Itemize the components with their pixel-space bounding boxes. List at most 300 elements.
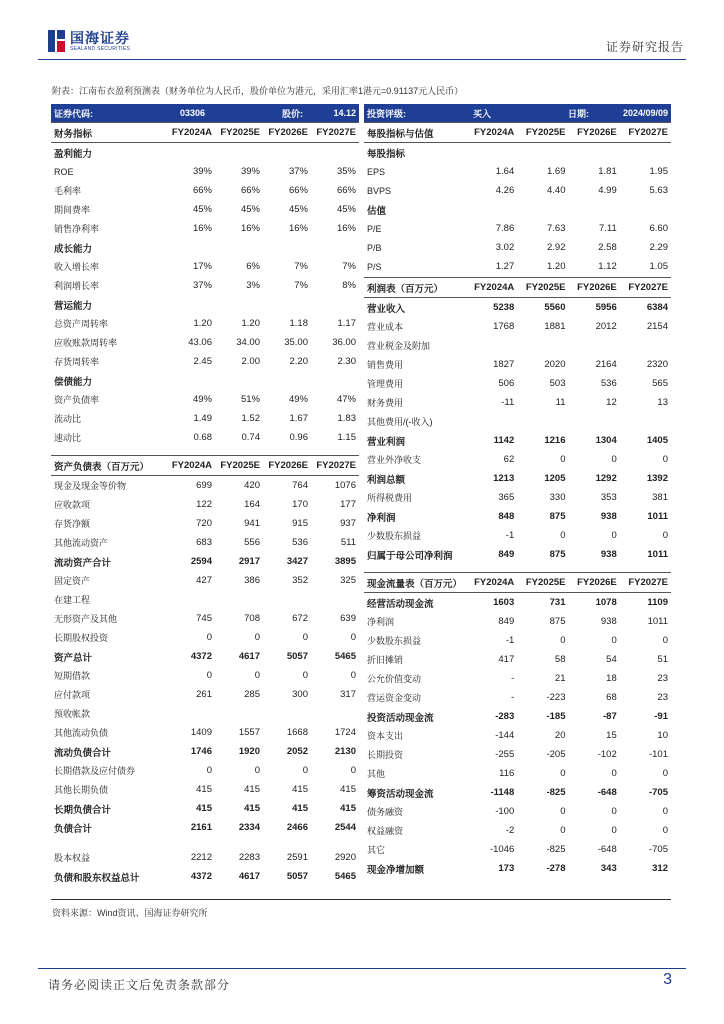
row-label: 筹资活动现金流 <box>367 788 434 800</box>
cell-value <box>311 238 359 257</box>
row-label: 期间费率 <box>54 205 91 215</box>
row-label: 毛利率 <box>54 186 82 196</box>
cell-value: 0 <box>611 768 617 779</box>
section-row <box>51 143 359 163</box>
row-label: 总资产周转率 <box>54 319 109 329</box>
cell-value: 938 <box>600 511 617 522</box>
cell-value <box>263 238 311 257</box>
cell-value: 0 <box>662 768 668 779</box>
cell-value <box>311 590 359 609</box>
per-share-valuation-table <box>364 122 671 276</box>
cell-value: 536 <box>292 537 308 548</box>
cell-value: 49% <box>288 394 308 405</box>
cell-value: 47% <box>336 394 356 405</box>
cell-value <box>215 837 263 848</box>
cell-value: 325 <box>340 575 356 586</box>
year-header: FY2026E <box>569 573 620 593</box>
row-label: 营运能力 <box>54 300 93 312</box>
cell-value: 415 <box>340 784 356 795</box>
cell-value: 875 <box>549 511 566 522</box>
cell-value: 0 <box>611 825 617 836</box>
cell-value: 2.20 <box>289 356 308 367</box>
cell-value: 1078 <box>595 597 617 608</box>
cell-value: 2466 <box>286 822 308 833</box>
cell-value: -1 <box>505 635 515 646</box>
year-header: FY2027E <box>620 123 671 143</box>
source-note: 资料来源：Wind资讯、国海证券研究所 <box>52 908 208 918</box>
table-row <box>364 181 671 200</box>
cell-value: 1881 <box>544 321 566 332</box>
income-statement-table <box>364 277 671 564</box>
cell-value: 938 <box>600 549 617 560</box>
cell-value <box>311 704 359 723</box>
cell-value <box>311 837 359 848</box>
cell-value: -283 <box>495 711 515 722</box>
cell-value: 5057 <box>286 651 308 662</box>
row-label: 少数股东损益 <box>367 531 422 541</box>
cell-value: 2.30 <box>337 356 356 367</box>
cell-value <box>311 143 359 163</box>
table-row <box>364 488 671 507</box>
cell-value: 45% <box>288 204 308 215</box>
cell-value: 11 <box>555 397 566 408</box>
row-label: 流动负债合计 <box>54 747 112 759</box>
row-label: 权益融资 <box>367 826 404 836</box>
logo-en-text: SEALAND SECURITIES <box>70 45 131 52</box>
cell-value: 0 <box>662 530 668 541</box>
cell-value: -648 <box>597 844 617 855</box>
table-row <box>51 257 359 276</box>
cell-value <box>311 295 359 314</box>
cell-value: 848 <box>498 511 515 522</box>
row-label: 流动比 <box>54 414 82 424</box>
cell-value: 0 <box>254 632 260 643</box>
cell-value: 285 <box>244 689 260 700</box>
cell-value: 66% <box>336 185 356 196</box>
cell-value: 23 <box>657 673 668 684</box>
cell-value <box>167 295 215 314</box>
cell-value: 1.83 <box>337 413 356 424</box>
row-label: 其它 <box>367 845 386 855</box>
cell-value: 66% <box>192 185 212 196</box>
cell-value: 1.17 <box>337 318 356 329</box>
cell-value: 51% <box>240 394 260 405</box>
year-header: FY2026E <box>263 123 311 143</box>
cell-value: 672 <box>292 613 308 624</box>
row-label <box>51 837 167 848</box>
table-row <box>51 219 359 238</box>
cell-value: 6.60 <box>649 223 668 234</box>
table-row <box>51 867 359 886</box>
code-value: 03306 <box>180 108 206 118</box>
cell-value: 849 <box>498 549 515 560</box>
financial-indicators-table <box>51 122 359 447</box>
cell-value: 2.00 <box>241 356 260 367</box>
cell-value: 1076 <box>334 480 356 491</box>
year-header: FY2026E <box>263 456 311 476</box>
table-row <box>51 314 359 333</box>
table-row <box>364 802 671 821</box>
cell-value: 7.11 <box>598 223 617 234</box>
year-header: FY2027E <box>311 123 359 143</box>
rating-label: 投资评级: <box>367 108 406 119</box>
row-label: 股本权益 <box>54 853 91 863</box>
cell-value: 23 <box>657 692 668 703</box>
table-header-label: 每股指标与估值 <box>364 123 466 143</box>
table-header-row <box>364 123 671 143</box>
table-row <box>51 848 359 867</box>
cell-value: 0 <box>560 768 566 779</box>
cell-value: 5238 <box>493 302 515 313</box>
cell-value: 1142 <box>493 435 515 446</box>
left-column <box>51 104 359 886</box>
cell-value <box>569 336 620 355</box>
table-row <box>51 409 359 428</box>
cell-value: 639 <box>340 613 356 624</box>
row-label: 其他流动负债 <box>54 728 109 738</box>
row-label: 长期负债合计 <box>54 804 112 816</box>
cell-value: 5956 <box>595 302 617 313</box>
section-row <box>51 238 359 257</box>
cell-value: 1.69 <box>547 166 566 177</box>
cell-value <box>466 336 517 355</box>
row-label: 营业税金及附加 <box>367 341 431 351</box>
cell-value: -1148 <box>490 787 515 798</box>
row-label: 资本支出 <box>367 731 404 741</box>
cell-value: 4372 <box>190 651 212 662</box>
year-header: FY2027E <box>620 573 671 593</box>
cell-value: 556 <box>244 537 260 548</box>
cell-value: 13 <box>657 397 668 408</box>
cell-value: -100 <box>495 806 515 817</box>
row-label: 资产总计 <box>54 652 93 664</box>
cell-value: 2161 <box>190 822 212 833</box>
table-row <box>364 317 671 336</box>
cell-value: 45% <box>336 204 356 215</box>
cell-value: 0 <box>302 632 308 643</box>
table-row <box>364 412 671 431</box>
cell-value: 0 <box>350 632 356 643</box>
table-row <box>364 707 671 726</box>
cell-value: 5465 <box>334 651 356 662</box>
table-row <box>364 650 671 669</box>
cell-value: 875 <box>549 616 566 627</box>
cell-value <box>167 837 215 848</box>
cell-value: 1724 <box>334 727 356 738</box>
section-row <box>364 143 671 163</box>
row-label: 利润总额 <box>367 474 406 486</box>
cell-value <box>620 336 671 355</box>
table-header-row <box>364 278 671 298</box>
row-label: 固定资产 <box>54 576 91 586</box>
cell-value: 1109 <box>647 597 668 608</box>
cell-value <box>569 143 620 163</box>
cell-value: 365 <box>498 492 515 503</box>
company-logo <box>48 30 130 52</box>
table-row <box>51 723 359 742</box>
row-label: 债务融资 <box>367 807 404 817</box>
cell-value: 0.96 <box>289 432 308 443</box>
cell-value: - <box>511 692 515 703</box>
table-row <box>51 533 359 552</box>
cell-value: 0 <box>254 765 260 776</box>
cell-value: 3427 <box>286 556 308 567</box>
cell-value: 1405 <box>646 435 668 446</box>
row-label: 在建工程 <box>54 595 91 605</box>
cell-value: 317 <box>340 689 356 700</box>
cell-value: 39% <box>192 166 212 177</box>
cell-value: 1409 <box>190 727 212 738</box>
cell-value: 35% <box>336 166 356 177</box>
cell-value: 7.86 <box>495 223 515 234</box>
cell-value <box>167 238 215 257</box>
table-row <box>51 552 359 571</box>
cell-value: 3895 <box>334 556 356 567</box>
table-row <box>364 688 671 707</box>
cell-value: 45% <box>240 204 260 215</box>
cell-value <box>620 200 671 219</box>
cell-value: 2334 <box>238 822 260 833</box>
row-label: ROE <box>54 166 74 177</box>
table-row <box>364 298 671 318</box>
row-label: 财务费用 <box>367 398 404 408</box>
cell-value <box>517 412 568 431</box>
cell-value: 1213 <box>493 473 515 484</box>
cell-value <box>466 200 517 219</box>
row-label: 公允价值变动 <box>367 674 422 684</box>
cell-value: 415 <box>244 803 260 814</box>
cell-value <box>263 590 311 609</box>
row-label: 存货净额 <box>54 519 91 529</box>
cell-value: 10 <box>657 730 668 741</box>
code-label: 证券代码: <box>54 108 93 119</box>
row-label: 偿债能力 <box>54 376 93 388</box>
cell-value: 21 <box>554 673 566 684</box>
date-label: 日期: <box>568 108 589 119</box>
cell-value: - <box>511 673 515 684</box>
table-row <box>364 859 671 878</box>
cell-value: 352 <box>292 575 308 586</box>
cell-value: 16% <box>240 223 260 234</box>
cell-value: 7% <box>294 261 308 272</box>
cell-value: 0 <box>560 806 566 817</box>
cell-value: 343 <box>600 863 617 874</box>
cell-value: 0 <box>206 670 212 681</box>
cell-value: 68 <box>606 692 617 703</box>
cell-value: 1557 <box>238 727 260 738</box>
table-row <box>364 336 671 355</box>
cell-value: -705 <box>648 787 668 798</box>
row-label: 少数股东损益 <box>367 636 422 646</box>
cell-value: 1011 <box>647 549 668 560</box>
row-label: 所得税费用 <box>367 493 413 503</box>
cell-value: 1011 <box>647 511 668 522</box>
cell-value: -255 <box>495 749 515 760</box>
cell-value: 1.20 <box>241 318 260 329</box>
row-label: 利润增长率 <box>54 281 100 291</box>
table-caption: 附表：江南布衣盈利预测表（财务单位为人民币，股价单位为港元，采用汇率1港元=0.91137元人民币） <box>52 86 464 96</box>
cell-value: 0 <box>611 530 617 541</box>
cell-value: 0 <box>662 806 668 817</box>
cell-value <box>215 238 263 257</box>
cell-value: 116 <box>499 768 515 779</box>
cell-value: 1.15 <box>337 432 356 443</box>
cell-value: 300 <box>292 689 308 700</box>
cell-value: -185 <box>546 711 566 722</box>
table-row <box>364 745 671 764</box>
table-row <box>51 352 359 371</box>
row-label: 成长能力 <box>54 243 93 255</box>
cell-value: 536 <box>600 378 617 389</box>
year-header: FY2027E <box>620 278 671 298</box>
cell-value: 0 <box>662 635 668 646</box>
cell-value: 261 <box>196 689 212 700</box>
price-label: 股价: <box>282 108 303 119</box>
row-label: EPS <box>367 166 386 177</box>
row-label: 每股指标 <box>367 148 406 160</box>
cell-value: 4617 <box>238 651 260 662</box>
cell-value: -101 <box>648 749 668 760</box>
year-header: FY2025E <box>215 123 263 143</box>
cell-value: -825 <box>546 844 566 855</box>
cell-value: 37% <box>192 280 212 291</box>
cell-value: -2 <box>505 825 515 836</box>
row-label: 其他 <box>367 769 386 779</box>
cell-value: 58 <box>554 654 566 665</box>
cell-value: 1011 <box>647 616 668 627</box>
balance-sheet-table <box>51 455 359 886</box>
year-header: FY2026E <box>569 123 620 143</box>
cell-value: 1.20 <box>193 318 212 329</box>
row-label: 应付款项 <box>54 690 91 700</box>
year-header: FY2024A <box>466 278 517 298</box>
cell-value: 1.27 <box>495 261 515 272</box>
cell-value <box>263 704 311 723</box>
cell-value: 1.67 <box>289 413 308 424</box>
cell-value: 937 <box>340 518 356 529</box>
cell-value <box>620 412 671 431</box>
table-header-label: 资产负债表（百万元） <box>51 456 167 476</box>
year-header: FY2025E <box>517 573 568 593</box>
row-label: 资产负债率 <box>54 395 100 405</box>
cell-value: 0 <box>611 454 617 465</box>
cell-value: 2212 <box>190 852 212 863</box>
row-label: 其他长期负债 <box>54 785 109 795</box>
cell-value: 1768 <box>493 321 515 332</box>
cell-value: 1.18 <box>289 318 308 329</box>
cell-value: 2594 <box>190 556 212 567</box>
table-row <box>364 238 671 257</box>
cell-value: 177 <box>340 499 356 510</box>
cell-value: 0 <box>302 765 308 776</box>
cell-value: 2.29 <box>649 242 668 253</box>
table-row <box>364 669 671 688</box>
cell-value: 386 <box>244 575 260 586</box>
report-type: 证券研究报告 <box>605 40 684 54</box>
cell-value: 415 <box>196 784 212 795</box>
cell-value: 18 <box>606 673 617 684</box>
rating-value: 买入 <box>473 108 492 119</box>
row-label: 营业成本 <box>367 322 404 332</box>
table-bottom-rule <box>51 899 671 900</box>
row-label: 销售费用 <box>367 360 404 370</box>
cell-value: 0 <box>560 635 566 646</box>
cell-value: 0 <box>350 670 356 681</box>
row-label: 速动比 <box>54 433 82 443</box>
table-row <box>51 514 359 533</box>
table-row <box>364 507 671 526</box>
cell-value: 170 <box>292 499 308 510</box>
table-row <box>364 726 671 745</box>
cell-value: 6% <box>246 261 260 272</box>
logo-mark-icon <box>48 30 65 52</box>
cell-value: 2.45 <box>193 356 212 367</box>
row-label: P/B <box>367 242 382 253</box>
year-header: FY2025E <box>517 278 568 298</box>
forecast-tables <box>51 104 671 900</box>
page-header <box>38 26 686 60</box>
cell-value <box>466 143 517 163</box>
section-row <box>51 295 359 314</box>
cell-value: 427 <box>196 575 212 586</box>
cell-value: 2.92 <box>547 242 566 253</box>
cell-value: 2320 <box>646 359 668 370</box>
cell-value: 17% <box>192 261 212 272</box>
cell-value <box>167 371 215 390</box>
year-header: FY2025E <box>215 456 263 476</box>
table-row <box>51 590 359 609</box>
row-label: 营运资金变动 <box>367 693 422 703</box>
cell-value: 2283 <box>238 852 260 863</box>
cell-value: 54 <box>606 654 617 665</box>
cell-value: -278 <box>546 863 566 874</box>
right-column <box>364 104 671 878</box>
cell-value: 164 <box>244 499 260 510</box>
cell-value <box>263 143 311 163</box>
cell-value: 565 <box>652 378 668 389</box>
cell-value: 1205 <box>544 473 566 484</box>
cell-value: 4.40 <box>547 185 566 196</box>
cash-flow-table <box>364 572 671 878</box>
cell-value: 0 <box>560 530 566 541</box>
table-row <box>364 450 671 469</box>
date-value: 2024/09/09 <box>622 108 668 118</box>
cell-value: 62 <box>503 454 515 465</box>
cell-value: 3% <box>246 280 260 291</box>
cell-value: 15 <box>606 730 617 741</box>
cell-value: 39% <box>240 166 260 177</box>
table-header-row <box>51 456 359 476</box>
table-header-label: 现金流量表（百万元） <box>364 573 466 593</box>
cell-value: 938 <box>600 616 617 627</box>
cell-value: 381 <box>652 492 668 503</box>
cell-value: 0.74 <box>241 432 260 443</box>
row-label: 净利润 <box>367 617 395 627</box>
cell-value: 35.00 <box>284 337 308 348</box>
row-label: 营业外净收支 <box>367 455 422 465</box>
cell-value <box>569 200 620 219</box>
table-row <box>51 761 359 780</box>
cell-value: 16% <box>288 223 308 234</box>
cell-value: 415 <box>196 803 212 814</box>
cell-value: -102 <box>597 749 617 760</box>
page-number: 3 <box>663 971 672 988</box>
table-header-label: 利润表（百万元） <box>364 278 466 298</box>
row-label: P/S <box>367 261 382 272</box>
price-value: 14.12 <box>333 108 356 118</box>
cell-value: 764 <box>292 480 308 491</box>
cell-value: 0 <box>662 454 668 465</box>
